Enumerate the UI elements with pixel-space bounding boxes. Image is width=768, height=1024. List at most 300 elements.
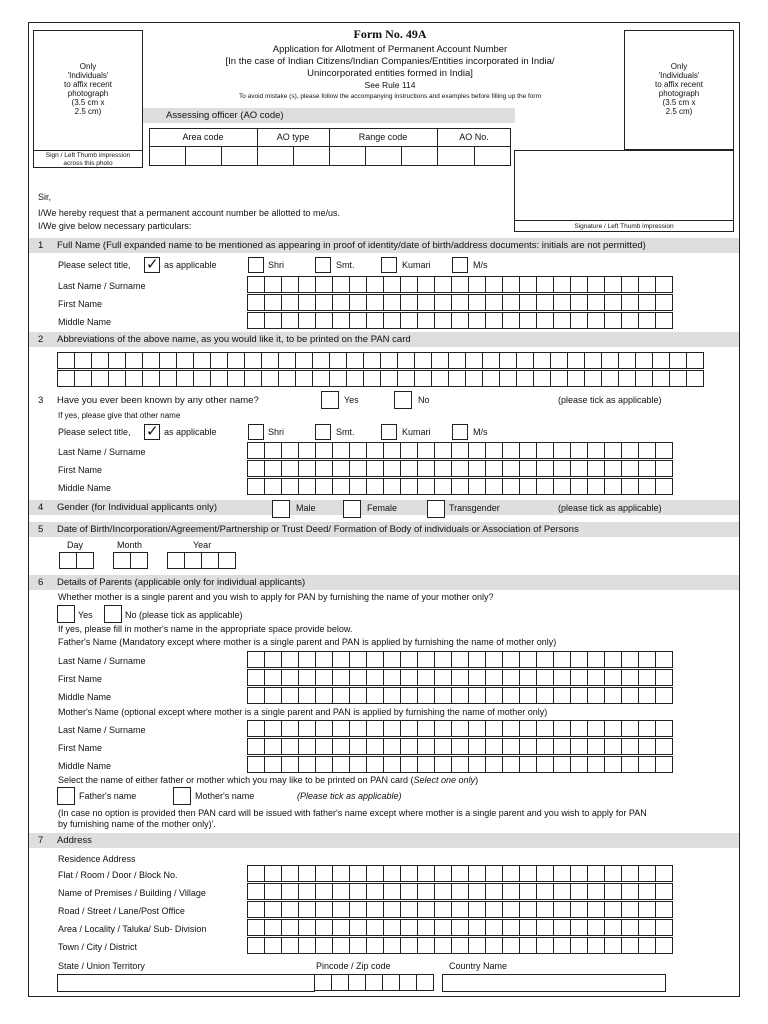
char-cell[interactable]: [655, 312, 673, 329]
char-cell[interactable]: [315, 442, 333, 459]
char-cell[interactable]: [383, 276, 401, 293]
char-cell[interactable]: [536, 651, 554, 668]
char-cell[interactable]: [485, 312, 503, 329]
char-cell[interactable]: [315, 738, 333, 755]
char-cell[interactable]: [91, 370, 109, 387]
char-cell[interactable]: [468, 865, 486, 882]
char-cell[interactable]: [383, 312, 401, 329]
char-cell[interactable]: [331, 974, 349, 991]
char-cell[interactable]: [264, 460, 282, 477]
char-cell[interactable]: [604, 478, 622, 495]
char-cell[interactable]: [315, 478, 333, 495]
char-cell[interactable]: [519, 756, 537, 773]
char-cell[interactable]: [604, 937, 622, 954]
char-cell[interactable]: [587, 738, 605, 755]
char-cell[interactable]: [638, 919, 656, 936]
char-cell[interactable]: [366, 883, 384, 900]
char-cell[interactable]: [485, 865, 503, 882]
char-cell[interactable]: [502, 919, 520, 936]
char-cell[interactable]: [655, 919, 673, 936]
char-cell[interactable]: [570, 756, 588, 773]
char-cell[interactable]: [315, 883, 333, 900]
char-cell[interactable]: [502, 720, 520, 737]
char-cell[interactable]: [519, 276, 537, 293]
char-cell[interactable]: [264, 442, 282, 459]
char-cell[interactable]: [264, 756, 282, 773]
char-cell[interactable]: [655, 276, 673, 293]
char-cell[interactable]: [587, 276, 605, 293]
char-cell[interactable]: [434, 901, 452, 918]
char-cell[interactable]: [210, 370, 228, 387]
char-cell[interactable]: [570, 478, 588, 495]
other-last-name-cells[interactable]: [247, 442, 673, 459]
char-cell[interactable]: [247, 883, 265, 900]
ms-checkbox[interactable]: [452, 424, 468, 440]
char-cell[interactable]: [366, 460, 384, 477]
char-cell[interactable]: [587, 478, 605, 495]
char-cell[interactable]: [315, 460, 333, 477]
kumari-checkbox[interactable]: [381, 424, 397, 440]
char-cell[interactable]: [587, 937, 605, 954]
char-cell[interactable]: [536, 919, 554, 936]
char-cell[interactable]: [264, 865, 282, 882]
char-cell[interactable]: [451, 478, 469, 495]
char-cell[interactable]: [315, 312, 333, 329]
char-cell[interactable]: [485, 901, 503, 918]
char-cell[interactable]: [553, 687, 571, 704]
char-cell[interactable]: [499, 352, 517, 369]
char-cell[interactable]: [400, 294, 418, 311]
char-cell[interactable]: [417, 442, 435, 459]
char-cell[interactable]: [621, 720, 639, 737]
char-cell[interactable]: [264, 276, 282, 293]
char-cell[interactable]: [502, 883, 520, 900]
char-cell[interactable]: [434, 294, 452, 311]
char-cell[interactable]: [621, 738, 639, 755]
char-cell[interactable]: [570, 720, 588, 737]
char-cell[interactable]: [482, 352, 500, 369]
char-cell[interactable]: [417, 478, 435, 495]
char-cell[interactable]: [468, 738, 486, 755]
char-cell[interactable]: [587, 865, 605, 882]
char-cell[interactable]: [638, 669, 656, 686]
state-input[interactable]: [57, 974, 315, 992]
char-cell[interactable]: [264, 687, 282, 704]
char-cell[interactable]: [604, 651, 622, 668]
char-cell[interactable]: [434, 669, 452, 686]
char-cell[interactable]: [298, 651, 316, 668]
char-cell[interactable]: [298, 865, 316, 882]
char-cell[interactable]: [349, 720, 367, 737]
char-cell[interactable]: [451, 883, 469, 900]
char-cell[interactable]: [332, 478, 350, 495]
char-cell[interactable]: [414, 370, 432, 387]
char-cell[interactable]: [468, 669, 486, 686]
char-cell[interactable]: [159, 370, 177, 387]
char-cell[interactable]: [298, 442, 316, 459]
char-cell[interactable]: [553, 651, 571, 668]
char-cell[interactable]: [298, 720, 316, 737]
char-cell[interactable]: [451, 442, 469, 459]
char-cell[interactable]: [621, 478, 639, 495]
char-cell[interactable]: [349, 738, 367, 755]
char-cell[interactable]: [264, 738, 282, 755]
char-cell[interactable]: [621, 883, 639, 900]
title-checkbox-tick[interactable]: [144, 424, 160, 440]
char-cell[interactable]: [655, 460, 673, 477]
char-cell[interactable]: [553, 883, 571, 900]
char-cell[interactable]: [519, 460, 537, 477]
char-cell[interactable]: [380, 352, 398, 369]
char-cell[interactable]: [468, 442, 486, 459]
char-cell[interactable]: [451, 901, 469, 918]
char-cell[interactable]: [346, 352, 364, 369]
char-cell[interactable]: [536, 294, 554, 311]
char-cell[interactable]: [247, 720, 265, 737]
char-cell[interactable]: [281, 919, 299, 936]
char-cell[interactable]: [417, 276, 435, 293]
char-cell[interactable]: [519, 442, 537, 459]
char-cell[interactable]: [366, 687, 384, 704]
char-cell[interactable]: [383, 669, 401, 686]
char-cell[interactable]: [536, 937, 554, 954]
char-cell[interactable]: [264, 669, 282, 686]
char-cell[interactable]: [519, 651, 537, 668]
char-cell[interactable]: [193, 352, 211, 369]
other-name-yes-checkbox[interactable]: [321, 391, 339, 409]
char-cell[interactable]: [519, 937, 537, 954]
char-cell[interactable]: [570, 669, 588, 686]
char-cell[interactable]: [485, 756, 503, 773]
char-cell[interactable]: [383, 937, 401, 954]
char-cell[interactable]: [618, 370, 636, 387]
abbreviation-cells-row1[interactable]: [57, 352, 704, 369]
char-cell[interactable]: [587, 687, 605, 704]
char-cell[interactable]: [349, 460, 367, 477]
char-cell[interactable]: [365, 974, 383, 991]
char-cell[interactable]: [485, 687, 503, 704]
char-cell[interactable]: [400, 687, 418, 704]
char-cell[interactable]: [278, 352, 296, 369]
char-cell[interactable]: [57, 370, 75, 387]
char-cell[interactable]: [655, 901, 673, 918]
char-cell[interactable]: [417, 460, 435, 477]
char-cell[interactable]: [519, 919, 537, 936]
char-cell[interactable]: [332, 312, 350, 329]
char-cell[interactable]: [332, 901, 350, 918]
char-cell[interactable]: [587, 883, 605, 900]
char-cell[interactable]: [536, 478, 554, 495]
char-cell[interactable]: [621, 937, 639, 954]
char-cell[interactable]: [533, 370, 551, 387]
char-cell[interactable]: [366, 651, 384, 668]
char-cell[interactable]: [638, 865, 656, 882]
print-fathers-name-checkbox[interactable]: [57, 787, 75, 805]
char-cell[interactable]: [502, 756, 520, 773]
char-cell[interactable]: [686, 370, 704, 387]
char-cell[interactable]: [59, 552, 77, 569]
char-cell[interactable]: [621, 919, 639, 936]
char-cell[interactable]: [332, 294, 350, 311]
other-middle-name-cells[interactable]: [247, 478, 673, 495]
single-parent-yes-checkbox[interactable]: [57, 605, 75, 623]
gender-female-checkbox[interactable]: [343, 500, 361, 518]
char-cell[interactable]: [414, 352, 432, 369]
mother-last-name-cells[interactable]: [247, 720, 673, 737]
char-cell[interactable]: [570, 937, 588, 954]
char-cell[interactable]: [485, 738, 503, 755]
char-cell[interactable]: [533, 352, 551, 369]
char-cell[interactable]: [167, 552, 185, 569]
char-cell[interactable]: [485, 294, 503, 311]
char-cell[interactable]: [485, 720, 503, 737]
pincode-cells[interactable]: [314, 974, 434, 991]
char-cell[interactable]: [638, 937, 656, 954]
char-cell[interactable]: [485, 937, 503, 954]
char-cell[interactable]: [417, 720, 435, 737]
char-cell[interactable]: [298, 738, 316, 755]
char-cell[interactable]: [655, 294, 673, 311]
mother-middle-name-cells[interactable]: [247, 756, 673, 773]
char-cell[interactable]: [451, 919, 469, 936]
char-cell[interactable]: [465, 352, 483, 369]
char-cell[interactable]: [587, 651, 605, 668]
char-cell[interactable]: [417, 883, 435, 900]
char-cell[interactable]: [349, 901, 367, 918]
char-cell[interactable]: [502, 687, 520, 704]
char-cell[interactable]: [451, 687, 469, 704]
char-cell[interactable]: [451, 651, 469, 668]
char-cell[interactable]: [383, 720, 401, 737]
char-cell[interactable]: [298, 937, 316, 954]
char-cell[interactable]: [366, 720, 384, 737]
char-cell[interactable]: [366, 919, 384, 936]
char-cell[interactable]: [264, 883, 282, 900]
area-cells[interactable]: [247, 919, 673, 936]
char-cell[interactable]: [349, 294, 367, 311]
char-cell[interactable]: [434, 687, 452, 704]
char-cell[interactable]: [567, 352, 585, 369]
char-cell[interactable]: [312, 352, 330, 369]
char-cell[interactable]: [332, 460, 350, 477]
char-cell[interactable]: [516, 352, 534, 369]
char-cell[interactable]: [210, 352, 228, 369]
char-cell[interactable]: [553, 312, 571, 329]
char-cell[interactable]: [604, 756, 622, 773]
char-cell[interactable]: [638, 312, 656, 329]
char-cell[interactable]: [638, 478, 656, 495]
char-cell[interactable]: [383, 687, 401, 704]
char-cell[interactable]: [264, 937, 282, 954]
char-cell[interactable]: [570, 312, 588, 329]
char-cell[interactable]: [247, 669, 265, 686]
char-cell[interactable]: [553, 738, 571, 755]
char-cell[interactable]: [184, 552, 202, 569]
char-cell[interactable]: [417, 937, 435, 954]
char-cell[interactable]: [247, 865, 265, 882]
char-cell[interactable]: [383, 865, 401, 882]
char-cell[interactable]: [638, 651, 656, 668]
char-cell[interactable]: [349, 937, 367, 954]
char-cell[interactable]: [570, 687, 588, 704]
char-cell[interactable]: [281, 901, 299, 918]
char-cell[interactable]: [400, 883, 418, 900]
char-cell[interactable]: [417, 651, 435, 668]
char-cell[interactable]: [468, 687, 486, 704]
char-cell[interactable]: [434, 478, 452, 495]
char-cell[interactable]: [295, 370, 313, 387]
char-cell[interactable]: [264, 478, 282, 495]
town-cells[interactable]: [247, 937, 673, 954]
char-cell[interactable]: [519, 865, 537, 882]
gender-transgender-checkbox[interactable]: [427, 500, 445, 518]
char-cell[interactable]: [604, 901, 622, 918]
char-cell[interactable]: [298, 478, 316, 495]
char-cell[interactable]: [604, 865, 622, 882]
char-cell[interactable]: [502, 651, 520, 668]
char-cell[interactable]: [332, 669, 350, 686]
char-cell[interactable]: [468, 720, 486, 737]
char-cell[interactable]: [332, 756, 350, 773]
char-cell[interactable]: [604, 442, 622, 459]
char-cell[interactable]: [468, 312, 486, 329]
char-cell[interactable]: [451, 937, 469, 954]
char-cell[interactable]: [315, 901, 333, 918]
dob-month-cells[interactable]: [113, 552, 148, 569]
char-cell[interactable]: [332, 720, 350, 737]
char-cell[interactable]: [448, 352, 466, 369]
char-cell[interactable]: [434, 720, 452, 737]
char-cell[interactable]: [298, 901, 316, 918]
char-cell[interactable]: [281, 756, 299, 773]
char-cell[interactable]: [465, 370, 483, 387]
char-cell[interactable]: [247, 756, 265, 773]
char-cell[interactable]: [315, 276, 333, 293]
char-cell[interactable]: [113, 552, 131, 569]
char-cell[interactable]: [635, 370, 653, 387]
other-name-no-checkbox[interactable]: [394, 391, 412, 409]
char-cell[interactable]: [502, 738, 520, 755]
last-name-cells[interactable]: [247, 276, 673, 293]
char-cell[interactable]: [281, 294, 299, 311]
char-cell[interactable]: [601, 370, 619, 387]
char-cell[interactable]: [519, 312, 537, 329]
char-cell[interactable]: [485, 883, 503, 900]
char-cell[interactable]: [400, 919, 418, 936]
char-cell[interactable]: [584, 370, 602, 387]
char-cell[interactable]: [281, 442, 299, 459]
char-cell[interactable]: [536, 312, 554, 329]
char-cell[interactable]: [349, 442, 367, 459]
char-cell[interactable]: [604, 312, 622, 329]
char-cell[interactable]: [434, 312, 452, 329]
char-cell[interactable]: [451, 738, 469, 755]
char-cell[interactable]: [315, 669, 333, 686]
char-cell[interactable]: [315, 919, 333, 936]
char-cell[interactable]: [570, 738, 588, 755]
char-cell[interactable]: [346, 370, 364, 387]
char-cell[interactable]: [247, 478, 265, 495]
char-cell[interactable]: [281, 651, 299, 668]
char-cell[interactable]: [570, 442, 588, 459]
char-cell[interactable]: [383, 460, 401, 477]
char-cell[interactable]: [536, 669, 554, 686]
char-cell[interactable]: [431, 352, 449, 369]
char-cell[interactable]: [669, 370, 687, 387]
char-cell[interactable]: [587, 294, 605, 311]
char-cell[interactable]: [519, 687, 537, 704]
char-cell[interactable]: [383, 738, 401, 755]
char-cell[interactable]: [315, 756, 333, 773]
char-cell[interactable]: [536, 883, 554, 900]
char-cell[interactable]: [108, 352, 126, 369]
father-first-name-cells[interactable]: [247, 669, 673, 686]
char-cell[interactable]: [261, 370, 279, 387]
father-middle-name-cells[interactable]: [247, 687, 673, 704]
char-cell[interactable]: [621, 294, 639, 311]
char-cell[interactable]: [553, 460, 571, 477]
char-cell[interactable]: [281, 478, 299, 495]
char-cell[interactable]: [468, 883, 486, 900]
char-cell[interactable]: [366, 937, 384, 954]
char-cell[interactable]: [655, 865, 673, 882]
char-cell[interactable]: [485, 460, 503, 477]
char-cell[interactable]: [502, 901, 520, 918]
char-cell[interactable]: [553, 756, 571, 773]
char-cell[interactable]: [570, 883, 588, 900]
char-cell[interactable]: [417, 312, 435, 329]
char-cell[interactable]: [621, 865, 639, 882]
char-cell[interactable]: [298, 276, 316, 293]
char-cell[interactable]: [570, 276, 588, 293]
char-cell[interactable]: [349, 669, 367, 686]
char-cell[interactable]: [604, 687, 622, 704]
char-cell[interactable]: [468, 478, 486, 495]
char-cell[interactable]: [570, 294, 588, 311]
char-cell[interactable]: [553, 720, 571, 737]
char-cell[interactable]: [587, 460, 605, 477]
print-mothers-name-checkbox[interactable]: [173, 787, 191, 805]
char-cell[interactable]: [227, 370, 245, 387]
other-first-name-cells[interactable]: [247, 460, 673, 477]
char-cell[interactable]: [366, 901, 384, 918]
father-last-name-cells[interactable]: [247, 651, 673, 668]
char-cell[interactable]: [264, 720, 282, 737]
char-cell[interactable]: [397, 352, 415, 369]
char-cell[interactable]: [550, 370, 568, 387]
char-cell[interactable]: [621, 460, 639, 477]
char-cell[interactable]: [417, 919, 435, 936]
char-cell[interactable]: [618, 352, 636, 369]
char-cell[interactable]: [519, 720, 537, 737]
char-cell[interactable]: [519, 883, 537, 900]
char-cell[interactable]: [434, 865, 452, 882]
char-cell[interactable]: [349, 478, 367, 495]
char-cell[interactable]: [281, 937, 299, 954]
char-cell[interactable]: [604, 276, 622, 293]
char-cell[interactable]: [502, 460, 520, 477]
char-cell[interactable]: [686, 352, 704, 369]
char-cell[interactable]: [553, 669, 571, 686]
char-cell[interactable]: [400, 756, 418, 773]
char-cell[interactable]: [451, 756, 469, 773]
char-cell[interactable]: [332, 276, 350, 293]
char-cell[interactable]: [74, 370, 92, 387]
char-cell[interactable]: [570, 460, 588, 477]
char-cell[interactable]: [125, 370, 143, 387]
char-cell[interactable]: [502, 276, 520, 293]
char-cell[interactable]: [298, 669, 316, 686]
